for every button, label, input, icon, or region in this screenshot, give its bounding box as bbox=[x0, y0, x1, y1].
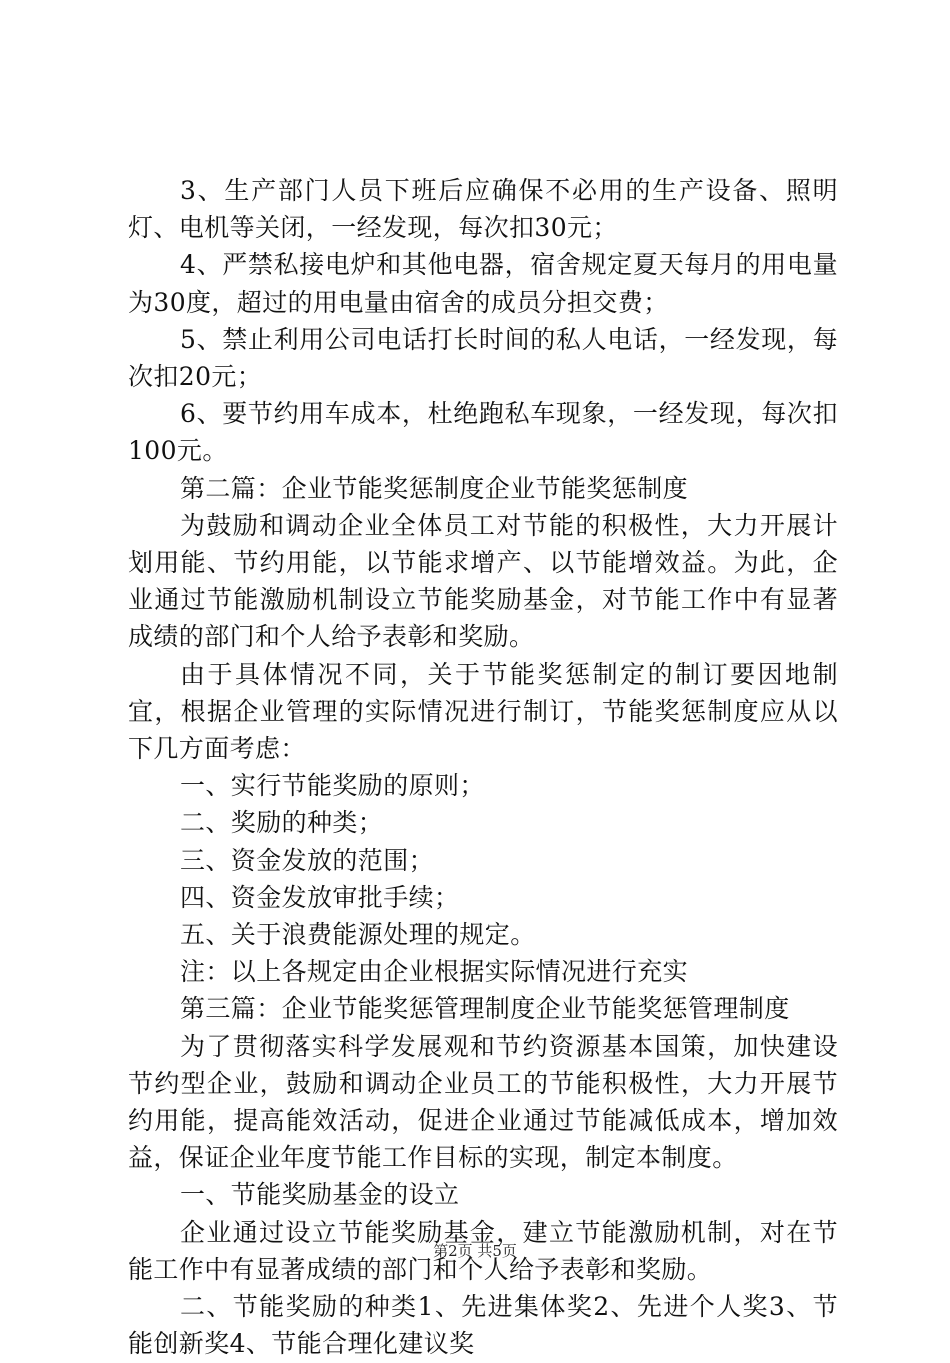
document-body bbox=[128, 172, 838, 1363]
subheading-fund: 一、节能奖励基金的设立 bbox=[180, 1180, 460, 1210]
list-item-1: 一、实行节能奖励的原则； bbox=[180, 771, 485, 801]
list-item-4: 四、资金发放审批手续； bbox=[180, 882, 460, 912]
paragraph-intro-3: 为了贯彻落实科学发展观和节约资源基本国策，加快建设节约型企业，鼓励和调动企业员工的节能积极性，大力开展节约用能，提高能效活动，促进企业通过节能减低成本，增加效益，保证企业年度节能工作目标的实现，制定本制度。 bbox=[128, 1031, 838, 1173]
paragraph-rule-4: 4、严禁私接电炉和其他电器，宿舍规定夏天每月的用电量为30度，超过的用电量由宿舍的成员分担交费； bbox=[128, 250, 838, 317]
list-item-3: 三、资金发放的范围； bbox=[180, 845, 435, 875]
paragraph-intro-2: 为鼓励和调动企业全体员工对节能的积极性，大力开展计划用能、节约用能，以节能求增产、以节能增效益。为此，企业通过节能激励机制设立节能奖励基金，对节能工作中有显著成绩的部门和个人给予表彰和奖励。 bbox=[128, 510, 838, 652]
page-number: 第2页 共5页 bbox=[433, 1242, 517, 1260]
paragraph-rule-3: 3、生产部门人员下班后应确保不必用的生产设备、照明灯、电机等关闭，一经发现，每次扣30元； bbox=[128, 176, 838, 243]
list-item-5: 五、关于浪费能源处理的规定。 bbox=[180, 920, 536, 950]
section-heading-3: 第三篇：企业节能奖惩管理制度企业节能奖惩管理制度 bbox=[180, 994, 790, 1024]
paragraph-award-types: 二、节能奖励的种类1、先进集体奖2、先进个人奖3、节能创新奖4、节能合理化建议奖 bbox=[128, 1292, 838, 1359]
paragraph-rule-5: 5、禁止利用公司电话打长时间的私人电话，一经发现，每次扣20元； bbox=[128, 324, 838, 392]
section-heading-2: 第二篇：企业节能奖惩制度企业节能奖惩制度 bbox=[180, 473, 689, 503]
paragraph-fund: 企业通过设立节能奖励基金，建立节能激励机制，对在节能工作中有显著成绩的部门和个人给予表彰和奖励。 bbox=[128, 1217, 838, 1284]
paragraph-considerations: 由于具体情况不同，关于节能奖惩制定的制订要因地制宜，根据企业管理的实际情况进行制订，节能奖惩制度应从以下几方面考虑： bbox=[128, 659, 838, 764]
paragraph-rule-6: 6、要节约用车成本，杜绝跑私车现象，一经发现，每次扣100元。 bbox=[128, 399, 838, 466]
note-paragraph: 注：以上各规定由企业根据实际情况进行充实 bbox=[180, 957, 689, 987]
list-item-2: 二、奖励的种类； bbox=[180, 808, 384, 838]
